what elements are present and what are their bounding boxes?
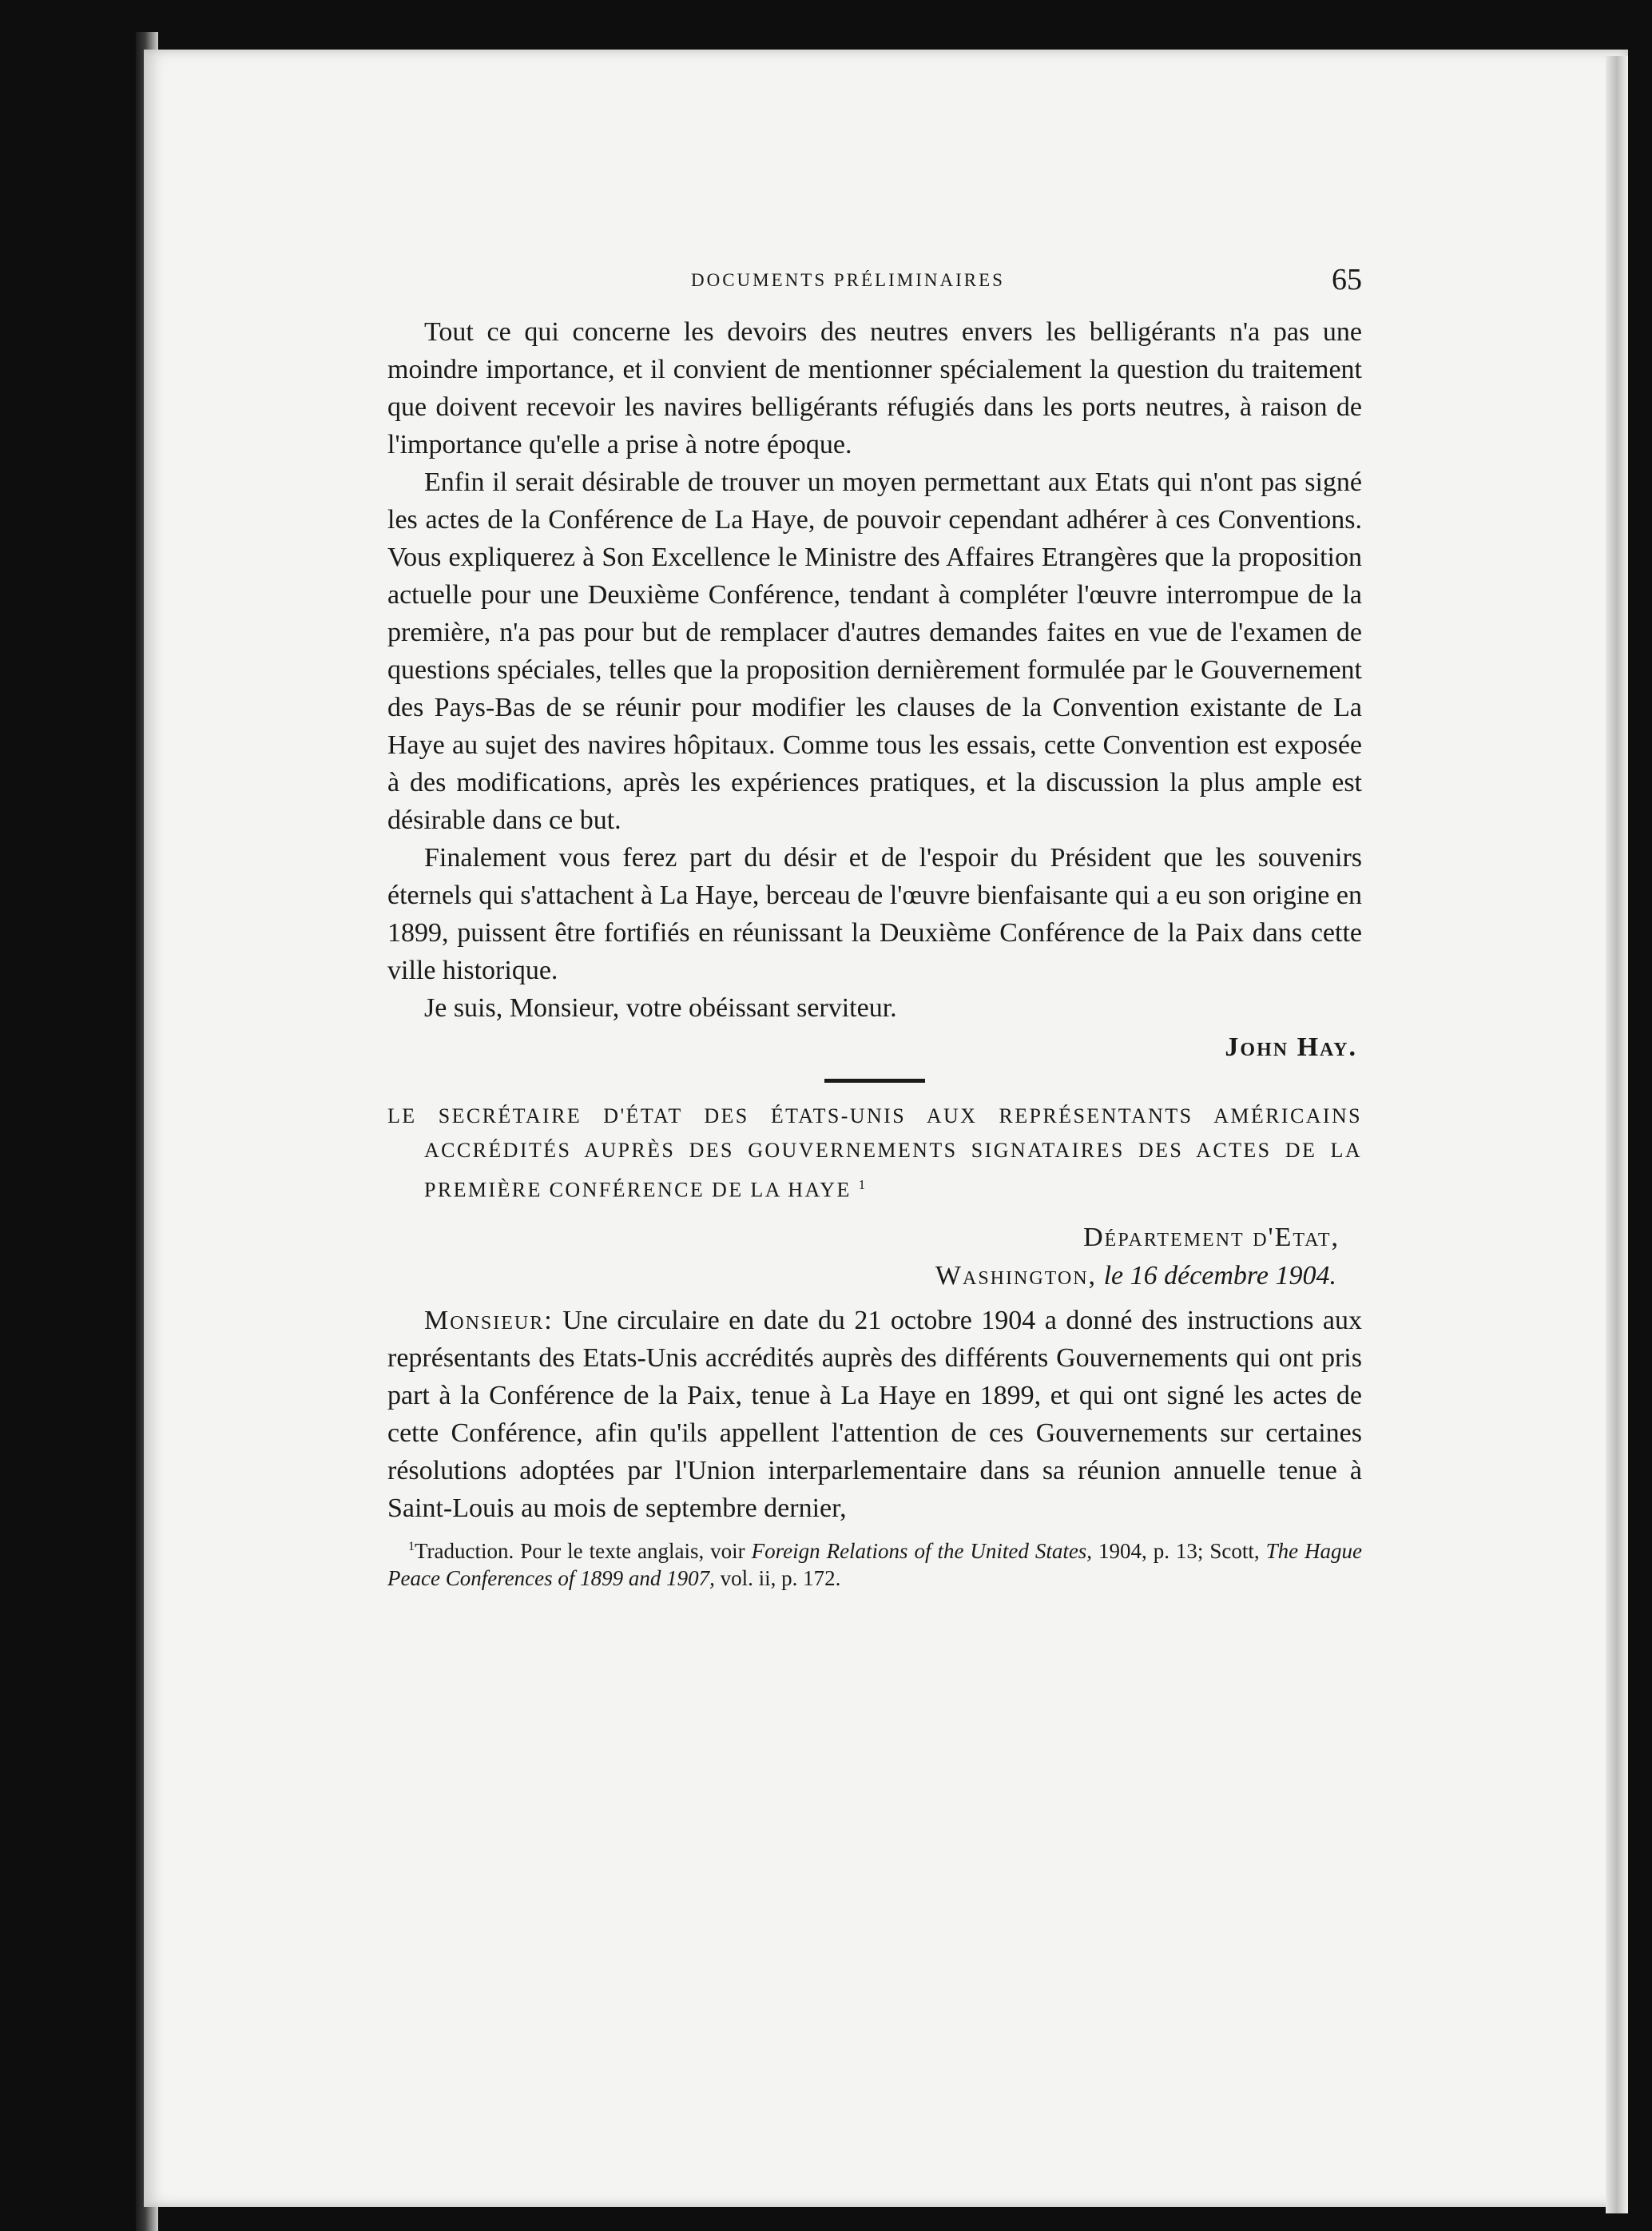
footnote-text-start: Traduction. Pour le texte anglais, voir (415, 1538, 745, 1563)
department-line: Département d'Etat, (1083, 1222, 1340, 1252)
closing-line: Je suis, Monsieur, votre obéissant serviteur. (424, 993, 897, 1023)
running-head-title: DOCUMENTS PRÉLIMINAIRES (691, 270, 1005, 290)
section-heading-text: LE SECRÉTAIRE D'ÉTAT DES ÉTATS-UNIS AUX REPRÉSENTANTS AMÉRICAINS ACCRÉDITÉS AUPRÈS DES GOUVERNEMENTS SIGNATAIRES DES ACTES DE LA PREMIÈRE CONFÉRENCE DE LA HAYE (387, 1104, 1362, 1202)
footnote-ref1-title: Foreign Relations of the United States, (751, 1538, 1093, 1563)
place-name: Washington, (935, 1260, 1098, 1290)
page-text-block (387, 264, 1362, 1592)
footnote-ref2-rest: vol. ii, p. 172. (720, 1565, 841, 1590)
footnote-mark: 1 (408, 1539, 415, 1553)
section-heading (387, 1099, 1362, 1207)
paragraph-neutral-duties: Tout ce qui concerne les devoirs des neutres envers les belligérants n'a pas une moindre importance, et il convient de mentionner spécialement la question du traitement que doivent recevoir les navires belligérants réfugiés dans les ports neutres, à raison de l'importance qu'elle a prise à notre époque. (387, 317, 1362, 459)
footnote (387, 1533, 1362, 1592)
place-date-line (387, 1257, 1362, 1295)
letter-paragraph-circular (387, 1302, 1362, 1527)
letter-date: le 16 décembre 1904. (1103, 1260, 1336, 1290)
paragraph-president-wish: Finalement vous ferez part du désir et de l'espoir du Président que les souvenirs éternels qui s'attachent à La Haye, berceau de l'œuvre bienfaisante qui a eu son origine en 1899, puissent être fortifiés en réunissant la Deuxième Conférence de la Paix dans cette ville historique. (387, 843, 1362, 985)
signature: John Hay. (1225, 1032, 1357, 1062)
letter-body-text: Une circulaire en date du 21 octobre 1904 a donné des instructions aux représentants des Etats-Unis accrédités auprès des différents Gouvernements qui ont pris part à la Conférence de la Paix, tenue à La Haye en 1899, et qui ont signé les actes de cette Conférence, afin qu'ils appellent l'attention de ces Gouvernements sur certaines résolutions adoptées par l'Union interparlementaire dans sa réunion annuelle tenue à Saint-Louis au mois de septembre dernier, (387, 1305, 1363, 1523)
salutation: Monsieur: (424, 1305, 554, 1335)
page-edge (1606, 56, 1628, 2213)
footnote-ref2-title: The Hague Peace Conferences of 1899 and 1907, (387, 1538, 1363, 1590)
paragraph-adhesion: Enfin il serait désirable de trouver un moyen permettant aux Etats qui n'ont pas signé les actes de la Conférence de La Haye, de pouvoir cependant adhérer à ces Conventions. Vous expliquerez à Son Excellence le Ministre des Affaires Etrangères que la proposition actuelle pour une Deuxième Conférence, tendant à compléter l'œuvre interrompue de la première, n'a pas pour but de remplacer d'autres demandes faites en vue de l'examen de questions spéciales, telles que la proposition dernièrement formulée par le Gouvernement des Pays-Bas de se réunir pour modifier les clauses de la Convention existante de La Haye au sujet des navires hôpitaux. Comme tous les essais, cette Convention est exposée à des modifications, après les expériences pratiques, et la discussion la plus ample est désirable dans ce but. (387, 467, 1362, 835)
running-head (387, 264, 1362, 302)
footnote-ref1-rest: 1904, p. 13; Scott, (1098, 1538, 1260, 1563)
letter-dateline (387, 1219, 1362, 1295)
section-divider-rule (824, 1079, 925, 1083)
heading-footnote-mark: 1 (858, 1177, 866, 1192)
page-number: 65 (1332, 263, 1362, 296)
